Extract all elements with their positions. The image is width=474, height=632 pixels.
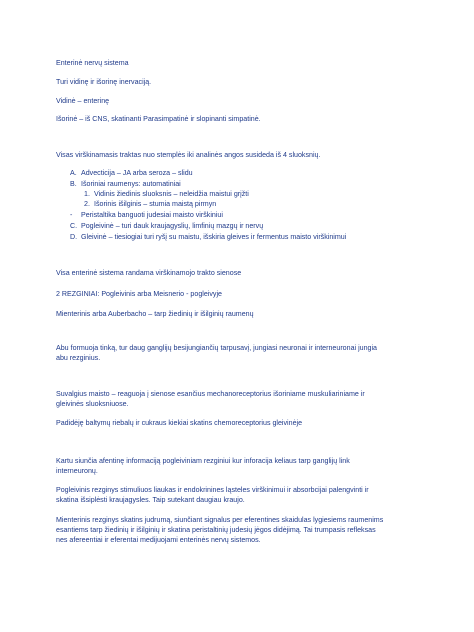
list-marker: A. xyxy=(70,169,77,177)
paragraph: Mienterinis rezginys skatins judrumą, siunčiant signalus per eferentines skaidulas lygiesiems raumenims xyxy=(56,516,384,524)
list-item-text: Pogleivinė – turi dauk kraujagyslių, limfinių mazgų ir nervų xyxy=(81,222,264,230)
list-item xyxy=(84,200,216,209)
paragraph: Pogleivinis rezginys stimuliuos liaukas ir endokrinines ląsteles virškinimui ir absorbcijai palengvinti ir xyxy=(56,486,369,494)
paragraph: skatina išsiplėsti kraujagysles. Taip sutekant daugiau kraujo. xyxy=(56,496,245,504)
paragraph: Visa enterinė sistema randama virškinamojo trakto sienose xyxy=(56,269,242,277)
paragraph: 2 REZGINIAI: Pogleivinis arba Meisnerio - pogleivyje xyxy=(56,290,222,298)
paragraph: Suvalgius maisto – reaguoja į sienose esančius mechanoreceptorius išoriniame muskuliariniame ir xyxy=(56,390,365,398)
list-marker: C. xyxy=(70,222,78,230)
list-marker: 2. xyxy=(84,200,90,208)
doc-title: Enterinė nervų sistema xyxy=(56,59,129,67)
paragraph: Abu formuoja tinką, tur daug ganglijų besijungiančių tarpusavį, jungiasi neuronai ir interneuronai jungia xyxy=(56,344,377,352)
list-marker: B. xyxy=(70,180,77,188)
list-item xyxy=(70,233,346,242)
paragraph: abu rezginius. xyxy=(56,354,101,362)
paragraph: Išorinė – iš CNS, skatinanti Parasimpatinė ir slopinanti simpatinė. xyxy=(56,115,261,123)
paragraph: Mienterinis arba Auberbacho – tarp žiedinių ir išilginių raumenų xyxy=(56,310,254,318)
paragraph: gleivinės sluoksniuose. xyxy=(56,400,129,408)
list-item-text: Advecticija – JA arba seroza – slidu xyxy=(81,169,193,177)
list-item-text: Vidinis žiedinis sluoksnis – neleidžia maistui grįžti xyxy=(94,190,249,198)
paragraph: Padidėję baltymų riebalų ir cukraus kiekiai skatins chemoreceptorius gleivinėje xyxy=(56,419,303,427)
list-item-text: Išorinis išilginis – stumia maistą pirmyn xyxy=(94,200,217,208)
paragraph: nes afereentiai ir eferentai medijuojami enterinės nervų sistemos. xyxy=(56,536,261,544)
list-item-text: Peristaltika banguoti judesiai maisto virškiniui xyxy=(81,211,223,219)
paragraph: interneuronų. xyxy=(56,467,98,475)
list-marker: - xyxy=(70,211,73,219)
paragraph: Kartu siunčia afentinę informaciją pogleiviniam rezginiui kur inforacija keliaus tarp ganglijų link xyxy=(56,457,350,465)
list-marker: 1. xyxy=(84,190,90,198)
list-item xyxy=(70,169,193,178)
list-item-text: Išoriniai raumenys: automatiniai xyxy=(81,180,181,188)
paragraph: Turi vidinę ir išorinę inervaciją. xyxy=(56,78,152,86)
list-item-text: Gleivinė – tiesiogiai turi ryšį su maistu, išskiria gleives ir fermentus maisto virškinimui xyxy=(81,233,347,241)
paragraph: esantiems tarp žiedinių ir išilginių ir skatina peristaltinių judesių jėgos didėjimą. Tai trumpasis refleksas xyxy=(56,526,376,534)
paragraph: Vidinė – enterinę xyxy=(56,97,110,105)
list-marker: D. xyxy=(70,233,78,241)
list-item xyxy=(84,190,249,199)
list-item xyxy=(70,180,181,189)
list-item xyxy=(70,222,263,231)
paragraph: Visas virškinamasis traktas nuo stemplės iki analinės angos susideda iš 4 sluoksnių. xyxy=(56,151,321,159)
list-item xyxy=(70,211,223,220)
